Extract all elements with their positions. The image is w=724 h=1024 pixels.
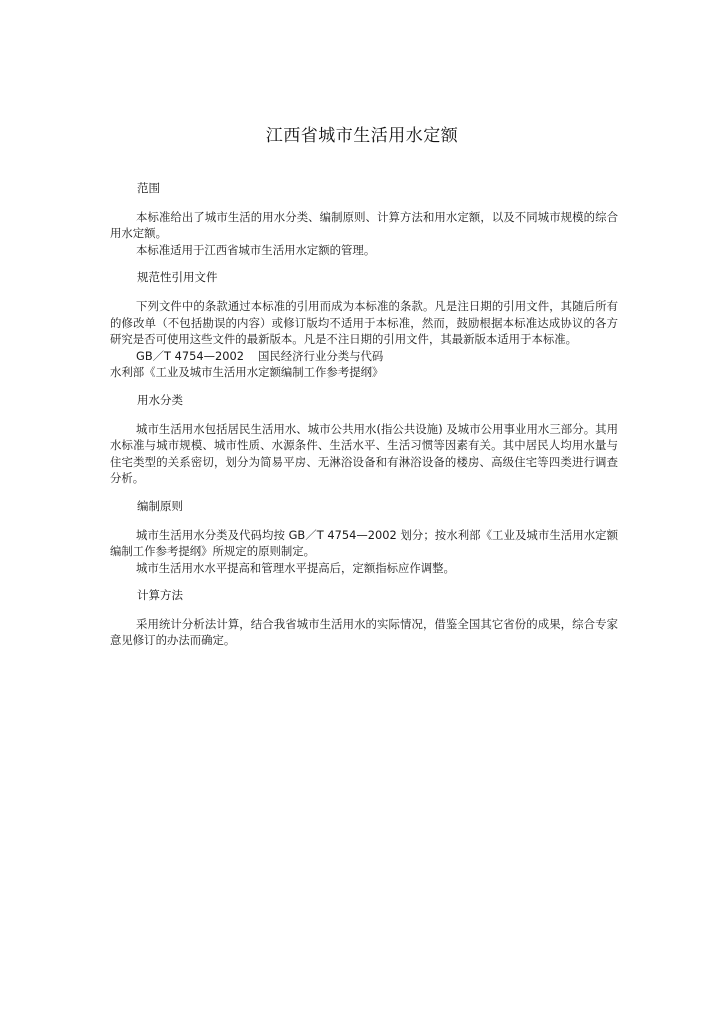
scope-paragraph-2: 本标准适用于江西省城市生活用水定额的管理。 [136,242,376,257]
reference-item-1 [136,348,618,365]
principles-paragraph-2: 城市生活用水水平提高和管理水平提高后，定额指标应作调整。 [136,560,455,575]
reference-1-name: 国民经济行业分类与代码 [257,348,384,363]
section-heading-method: 计算方法 [137,588,183,603]
document-body [110,180,618,660]
reference-item-2: 水利部《工业及城市生活用水定额编制工作参考提纲》 [110,365,384,380]
section-principles [110,498,618,576]
references-paragraph-1: 下列文件中的条款通过本标准的引用而成为本标准的条款。凡是注日期的引用文件，其随后所有的修改单（不包括勘误的内容）或修订版均不适用于本标准，然而，鼓励根据本标准达成协议的各方研究是否可使用这些文件的最新版本。凡是不注日期的引用文件，其最新版本适用于本标准。 [110,298,618,347]
section-scope [110,180,618,258]
document-title: 江西省城市生活用水定额 [265,126,459,146]
section-heading-principles: 编制原则 [137,498,183,513]
classification-paragraph-1: 城市生活用水包括居民生活用水、城市公共用水(指公共设施) 及城市公用事业用水三部分。其用水标准与城市规模、城市性质、水源条件、生活水平、生活习惯等因素有关。其中居民人均用水量与住宅类型的关系密切，划分为简易平房、无淋浴设备和有淋浴设备的楼房、高级住宅等四类进行调查分析。 [110,421,618,486]
section-heading-classification: 用水分类 [137,392,183,407]
principles-paragraph-1: 城市生活用水分类及代码均按 GB／T 4754—2002 划分；按水利部《工业及城市生活用水定额编制工作参考提纲》所规定的原则制定。 [110,527,618,559]
scope-paragraph-1: 本标准给出了城市生活的用水分类、编制原则、计算方法和用水定额，以及不同城市规模的综合用水定额。 [110,209,618,241]
section-heading-references: 规范性引用文件 [137,270,218,285]
section-classification [110,392,618,487]
method-paragraph-1: 采用统计分析法计算，结合我省城市生活用水的实际情况，借鉴全国其它省份的成果，综合专家意见修订的办法而确定。 [110,616,618,648]
section-heading-scope: 范围 [137,181,160,195]
section-method [110,587,618,649]
section-references [110,269,618,381]
reference-1-code: GB／T 4754—2002 [136,348,244,363]
